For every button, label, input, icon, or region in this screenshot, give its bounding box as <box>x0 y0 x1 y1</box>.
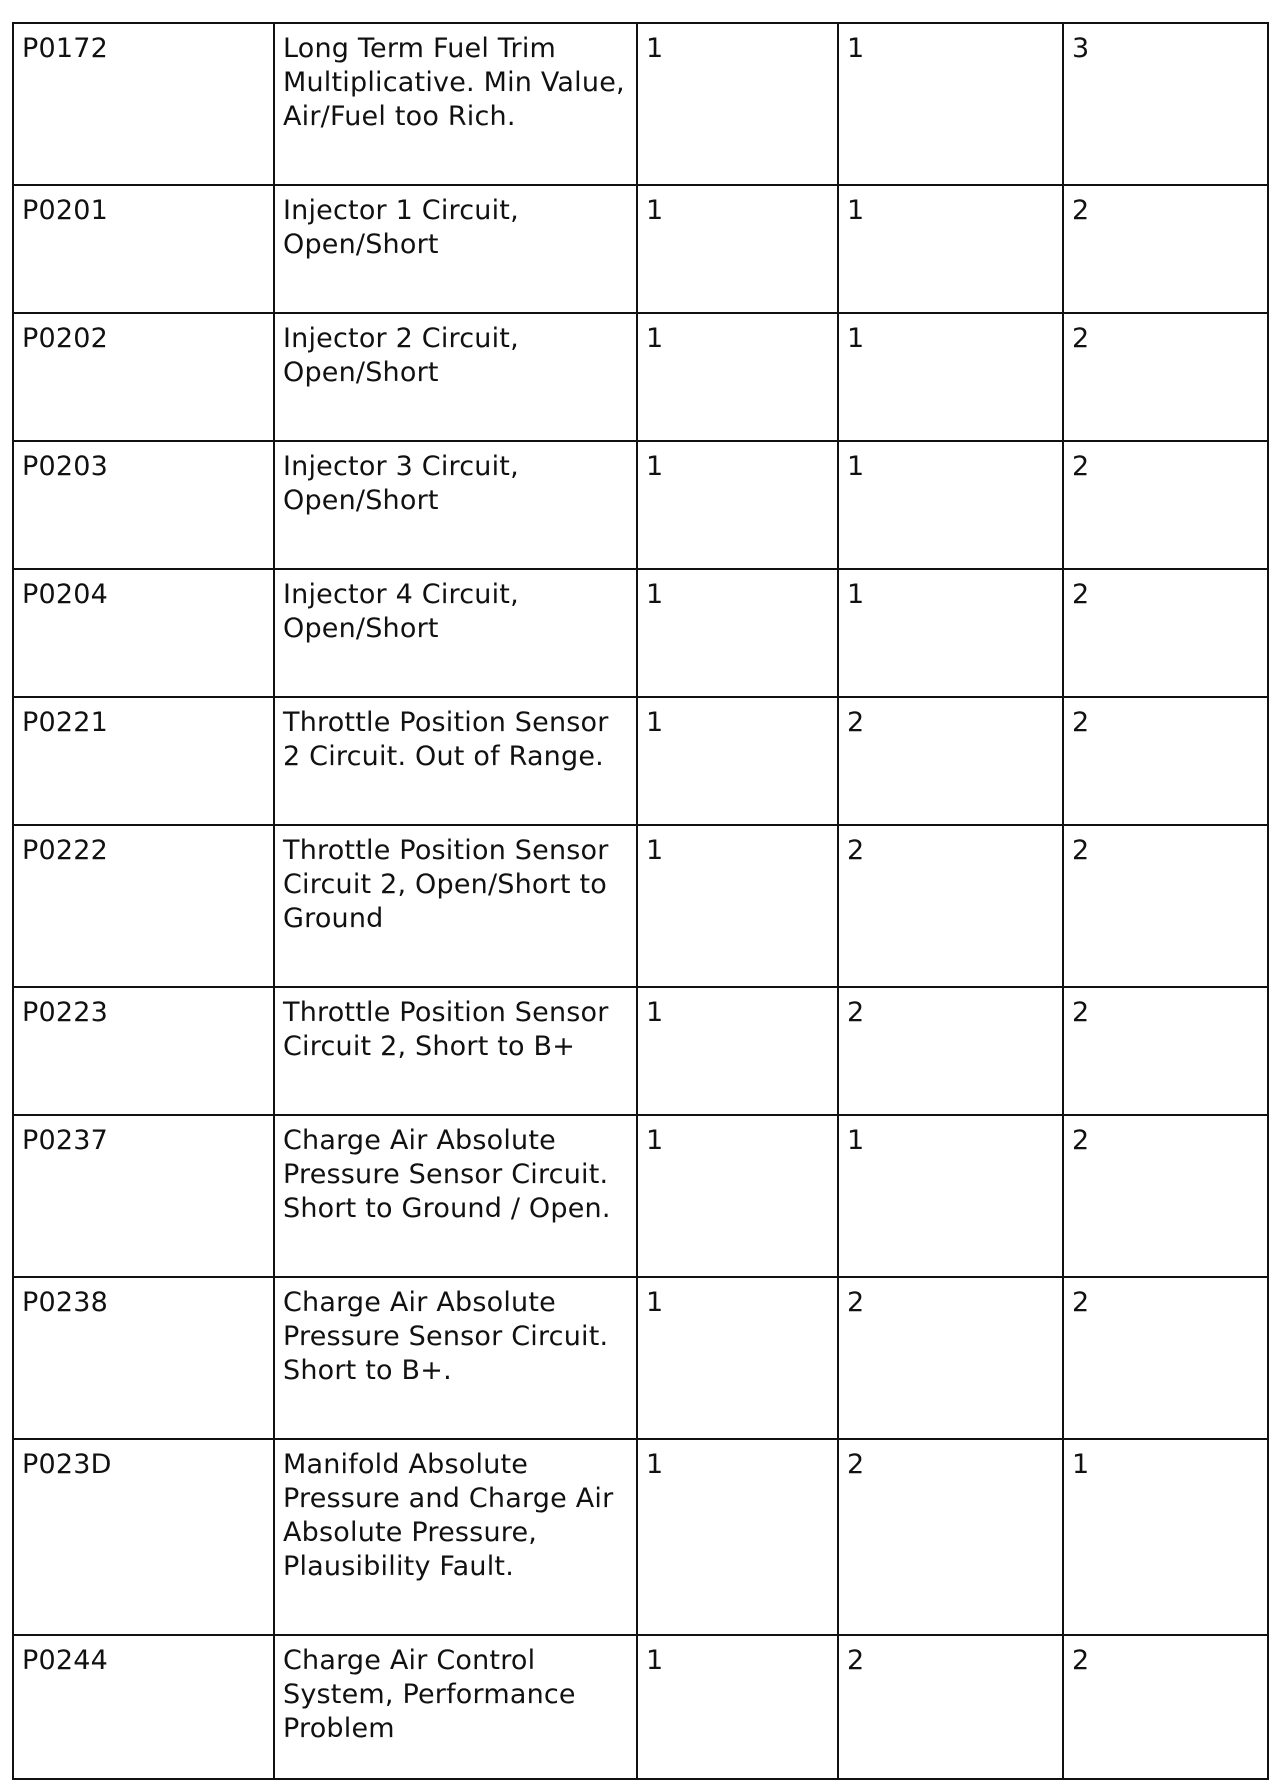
value-2-cell: 2 <box>838 987 1063 1115</box>
value-3-cell: 2 <box>1063 1277 1268 1439</box>
value-3-cell: 3 <box>1063 23 1268 185</box>
table-row <box>13 697 1268 825</box>
value-2-cell: 2 <box>838 697 1063 825</box>
table-row <box>13 569 1268 697</box>
dtc-code-cell: P0202 <box>13 313 274 441</box>
value-3-cell: 2 <box>1063 825 1268 987</box>
value-2-cell: 1 <box>838 23 1063 185</box>
value-3-cell: 2 <box>1063 987 1268 1115</box>
value-1-cell: 1 <box>637 697 838 825</box>
table-row <box>13 987 1268 1115</box>
value-1-cell: 1 <box>637 825 838 987</box>
dtc-description-cell: Injector 1 Circuit, Open/Short <box>274 185 637 313</box>
value-2-cell: 2 <box>838 1439 1063 1635</box>
dtc-description-cell: Throttle Position Sensor 2 Circuit. Out of Range. <box>274 697 637 825</box>
value-2-cell: 1 <box>838 441 1063 569</box>
value-1-cell: 1 <box>637 1439 838 1635</box>
table-row <box>13 1635 1268 1779</box>
value-1-cell: 1 <box>637 569 838 697</box>
dtc-table <box>12 22 1269 1780</box>
table-row <box>13 313 1268 441</box>
dtc-code-cell: P0223 <box>13 987 274 1115</box>
dtc-code-cell: P0204 <box>13 569 274 697</box>
value-1-cell: 1 <box>637 987 838 1115</box>
dtc-code-cell: P0221 <box>13 697 274 825</box>
dtc-description-cell: Long Term Fuel Trim Multiplicative. Min Value, Air/Fuel too Rich. <box>274 23 637 185</box>
value-3-cell: 2 <box>1063 1635 1268 1779</box>
value-2-cell: 1 <box>838 569 1063 697</box>
dtc-description-cell: Throttle Position Sensor Circuit 2, Open/Short to Ground <box>274 825 637 987</box>
value-3-cell: 2 <box>1063 697 1268 825</box>
value-1-cell: 1 <box>637 1115 838 1277</box>
value-3-cell: 1 <box>1063 1439 1268 1635</box>
dtc-description-cell: Injector 3 Circuit, Open/Short <box>274 441 637 569</box>
dtc-description-cell: Injector 4 Circuit, Open/Short <box>274 569 637 697</box>
dtc-description-cell: Charge Air Absolute Pressure Sensor Circuit. Short to Ground / Open. <box>274 1115 637 1277</box>
value-3-cell: 2 <box>1063 569 1268 697</box>
value-1-cell: 1 <box>637 441 838 569</box>
table-row <box>13 23 1268 185</box>
dtc-code-cell: P0203 <box>13 441 274 569</box>
value-3-cell: 2 <box>1063 185 1268 313</box>
value-2-cell: 2 <box>838 825 1063 987</box>
dtc-code-cell: P0222 <box>13 825 274 987</box>
value-2-cell: 1 <box>838 1115 1063 1277</box>
value-1-cell: 1 <box>637 185 838 313</box>
value-3-cell: 2 <box>1063 1115 1268 1277</box>
value-1-cell: 1 <box>637 313 838 441</box>
value-1-cell: 1 <box>637 1635 838 1779</box>
value-3-cell: 2 <box>1063 441 1268 569</box>
table-row <box>13 441 1268 569</box>
dtc-code-cell: P0201 <box>13 185 274 313</box>
table-row <box>13 1439 1268 1635</box>
dtc-code-cell: P0237 <box>13 1115 274 1277</box>
value-3-cell: 2 <box>1063 313 1268 441</box>
value-2-cell: 2 <box>838 1635 1063 1779</box>
dtc-description-cell: Charge Air Control System, Performance Problem <box>274 1635 637 1779</box>
dtc-code-cell: P023D <box>13 1439 274 1635</box>
dtc-description-cell: Throttle Position Sensor Circuit 2, Short to B+ <box>274 987 637 1115</box>
value-2-cell: 1 <box>838 313 1063 441</box>
dtc-description-cell: Manifold Absolute Pressure and Charge Air Absolute Pressure, Plausibility Fault. <box>274 1439 637 1635</box>
value-2-cell: 2 <box>838 1277 1063 1439</box>
dtc-code-cell: P0238 <box>13 1277 274 1439</box>
dtc-description-cell: Injector 2 Circuit, Open/Short <box>274 313 637 441</box>
dtc-code-cell: P0172 <box>13 23 274 185</box>
dtc-description-cell: Charge Air Absolute Pressure Sensor Circuit. Short to B+. <box>274 1277 637 1439</box>
table-row <box>13 1115 1268 1277</box>
table-row <box>13 1277 1268 1439</box>
table-row <box>13 185 1268 313</box>
value-1-cell: 1 <box>637 23 838 185</box>
table-row <box>13 825 1268 987</box>
value-2-cell: 1 <box>838 185 1063 313</box>
dtc-code-cell: P0244 <box>13 1635 274 1779</box>
value-1-cell: 1 <box>637 1277 838 1439</box>
